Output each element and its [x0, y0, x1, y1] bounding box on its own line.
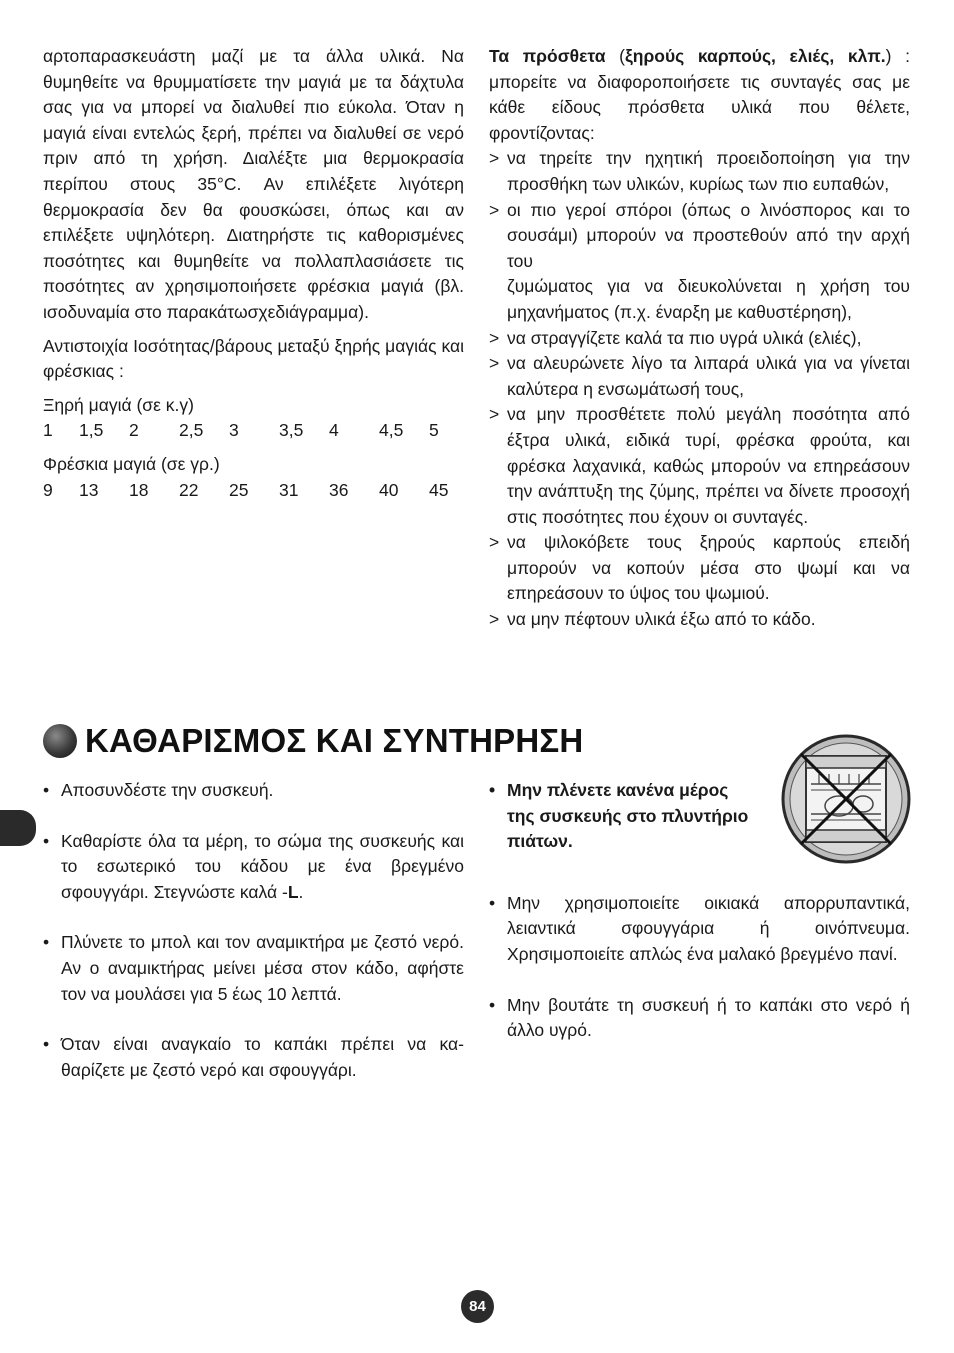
fresh-yeast-value: 13	[79, 479, 99, 500]
list-item	[489, 530, 910, 607]
list-item	[489, 402, 910, 530]
fresh-yeast-value: 40	[379, 479, 399, 500]
additives-column	[489, 44, 910, 633]
list-item-text: να στραγγίζετε καλά τα πιο υγρά υλικά (ελιές),	[507, 327, 862, 348]
bullet-marker: •	[489, 780, 496, 800]
list-item	[489, 326, 910, 352]
dishwasher-warning	[489, 778, 757, 855]
arrow-marker: >	[489, 609, 500, 630]
list-item-text: Αποσυνδέστε την συσκευή.	[61, 780, 274, 800]
cleaning-left-column	[43, 778, 464, 1083]
dry-yeast-value: 1	[43, 420, 53, 441]
fresh-yeast-value: 36	[329, 479, 349, 500]
list-item	[489, 146, 910, 197]
fresh-yeast-label: Φρέσκια μαγιά (σε γρ.)	[43, 453, 220, 474]
bullet-marker: •	[43, 830, 50, 851]
list-item-text: Όταν είναι αναγκαίο το καπάκι πρέπει να κα- θαρίζετε με ζεστό νερό και σφουγγάρι.	[61, 1034, 464, 1080]
list-item	[489, 993, 910, 1044]
bullet-marker: •	[489, 994, 496, 1015]
list-item	[489, 607, 910, 633]
arrow-marker: >	[489, 327, 500, 348]
list-item	[43, 1032, 464, 1083]
dark-circle-bullet-icon	[43, 724, 77, 758]
list-item-text: οι πιο γεροί σπόροι (όπως ο λινόσπορος και το σουσάμι) μπορούν να προστεθούν από την αρχή του	[507, 199, 910, 271]
yeast-equivalence-intro: Αντιστοιχία Ιοσότητας/βάρους μεταξύ ξηρής μαγιάς και φρέσκιας :	[43, 335, 464, 382]
side-tab-marker	[0, 810, 36, 846]
list-item-end: .	[298, 881, 304, 902]
fresh-yeast-value: 18	[129, 479, 149, 500]
list-item-text: Πλύνετε το μπολ και τον αναμικτήρα με ζεστό νερό. Αν ο αναμικτήρας μείνει μέσα στον κάδο, αφήστε τον να μουλάσει για 5 έως 10 λεπτά.	[61, 932, 464, 1004]
fresh-yeast-value: 25	[229, 479, 249, 500]
fresh-yeast-values-row	[43, 478, 463, 504]
arrow-marker: >	[489, 199, 500, 220]
list-item-text: να ψιλοκόβετε τους ξηρούς καρπούς επειδή μπορούν να κοπούν μέσα στο ψωμί και να επηρεάσουν το ύψος του ψωμιού.	[507, 532, 910, 604]
dry-yeast-value: 3	[229, 420, 239, 441]
list-item-text: Μην χρησιμοποιείτε οικιακά απορρυπαντικά, λειαντικά σφουγγάρια ή οινόπνευμα. Χρησιμοποιείτε απλώς ένα μαλακό βρεγμένο πανί.	[507, 892, 910, 964]
dry-yeast-value: 1,5	[79, 420, 104, 441]
list-item	[43, 930, 464, 1007]
paren-open: (	[605, 46, 625, 66]
bullet-marker: •	[489, 892, 496, 913]
yeast-column	[43, 44, 464, 503]
dry-yeast-value: 2	[129, 420, 139, 441]
dry-yeast-value: 4,5	[379, 420, 404, 441]
additives-intro-text: μπορείτε να διαφοροποιήσετε τις συνταγές σας με κάθε είδους πρόσθετα υλικά που θέλετε, φροντίζοντας:	[489, 71, 910, 143]
arrow-marker: >	[489, 353, 500, 374]
dry-yeast-label: Ξηρή μαγιά (σε κ.γ)	[43, 394, 194, 415]
warning-text: Μην πλένετε κανένα μέρος της συσκευής στο πλυντήριο πιάτων.	[507, 780, 749, 852]
additives-intro	[489, 44, 910, 146]
list-item-text: να μην πέφτουν υλικά έξω από το κάδο.	[507, 609, 816, 630]
page-number: 84	[461, 1290, 494, 1323]
fresh-yeast-value: 45	[429, 479, 449, 500]
list-item	[489, 198, 910, 275]
list-item	[43, 778, 464, 804]
list-item	[489, 891, 910, 968]
paren-close: ) :	[885, 46, 910, 66]
list-item	[43, 829, 464, 906]
list-item-text: να τηρείτε την ηχητική προειδοποίηση για την προσθήκη των υλικών, κυρίως των πιο ευπαθών,	[507, 148, 910, 194]
additives-examples: ξηρούς καρπούς, ελιές, κλπ.	[624, 46, 886, 66]
dry-yeast-value: 2,5	[179, 420, 204, 441]
additives-heading: Τα πρόσθετα	[489, 46, 606, 66]
section-heading	[43, 722, 583, 760]
list-item-continuation	[489, 274, 910, 325]
list-item-text: Μην βουτάτε τη συσκευή ή το καπάκι στο νερό ή άλλο υγρό.	[507, 994, 910, 1041]
list-item-text: να μην προσθέτετε πολύ μεγάλη ποσότητα από έξτρα υλικά, ειδικά τυρί, φρέσκα φρούτα, και φρέσκα λαχανικά, καθώς μπορούν να επηρεάσουν την ανάπτυξη της ζύμης, πρέπει να δίνετε προσοχή στις ποσότητες που έχουν οι συνταγές.	[507, 404, 910, 527]
bullet-marker: •	[43, 1034, 50, 1055]
dry-yeast-value: 3,5	[279, 420, 304, 441]
arrow-marker: >	[489, 148, 500, 169]
dry-yeast-value: 5	[429, 420, 439, 441]
yeast-paragraph: αρτοπαρασκευάστη μαζί με τα άλλα υλικά. Να θυμηθείτε να θρυμματίσετε την μαγιά με τα δάχτυλα σας για να μπορεί να διαλυθεί πιο εύκολα. Όταν η μαγιά είναι εντελώς ξερή, πρέπει να διαλυθεί σε νερό πριν από τη χρήση. Διαλέξτε μια θερμοκρασία περίπου στους 35°C. Αν επιλέξετε λιγότερη θερμοκρασία δεν θα φουσκώσει, όπως και αν επιλέξετε υψηλότερη. Διατηρήστε τις καθορισμένες ποσότητες και θυμηθείτε να πολλαπλασιάσετε τις ποσότητες αν χρησιμοποιήσετε φρέσκια μαγιά (βλ. ισοδυναμία στο παρακάτωσχεδιάγραμμα).	[43, 46, 464, 322]
list-item-text: να αλευρώνετε λίγο τα λιπαρά υλικά για να γίνεται καλύτερα η ενσωμάτωσή τους,	[507, 353, 910, 399]
bullet-marker: •	[43, 932, 50, 953]
arrow-marker: >	[489, 404, 500, 425]
dry-yeast-value: 4	[329, 420, 339, 441]
section-title: ΚΑΘΑΡΙΣΜΟΣ ΚΑΙ ΣΥΝΤΗΡΗΣΗ	[85, 722, 584, 759]
bullet-marker: •	[43, 780, 50, 800]
part-letter: L	[287, 881, 299, 902]
dry-yeast-values-row	[43, 418, 463, 444]
no-dishwasher-icon	[781, 734, 911, 864]
list-item-text: ζυμώματος για να διευκολύνεται η χρήση του μηχανήματος (π.χ. έναρξη με καθυστέρηση),	[507, 276, 910, 322]
list-item-text: Καθαρίστε όλα τα μέρη, το σώμα της συσκευής και το εσωτερικό του κάδου με ένα βρεγμένο σφουγγάρι. Στεγνώστε καλά -	[61, 830, 464, 902]
fresh-yeast-value: 9	[43, 479, 53, 500]
fresh-yeast-value: 31	[279, 479, 299, 500]
fresh-yeast-value: 22	[179, 479, 199, 500]
list-item	[489, 351, 910, 402]
arrow-marker: >	[489, 532, 500, 553]
